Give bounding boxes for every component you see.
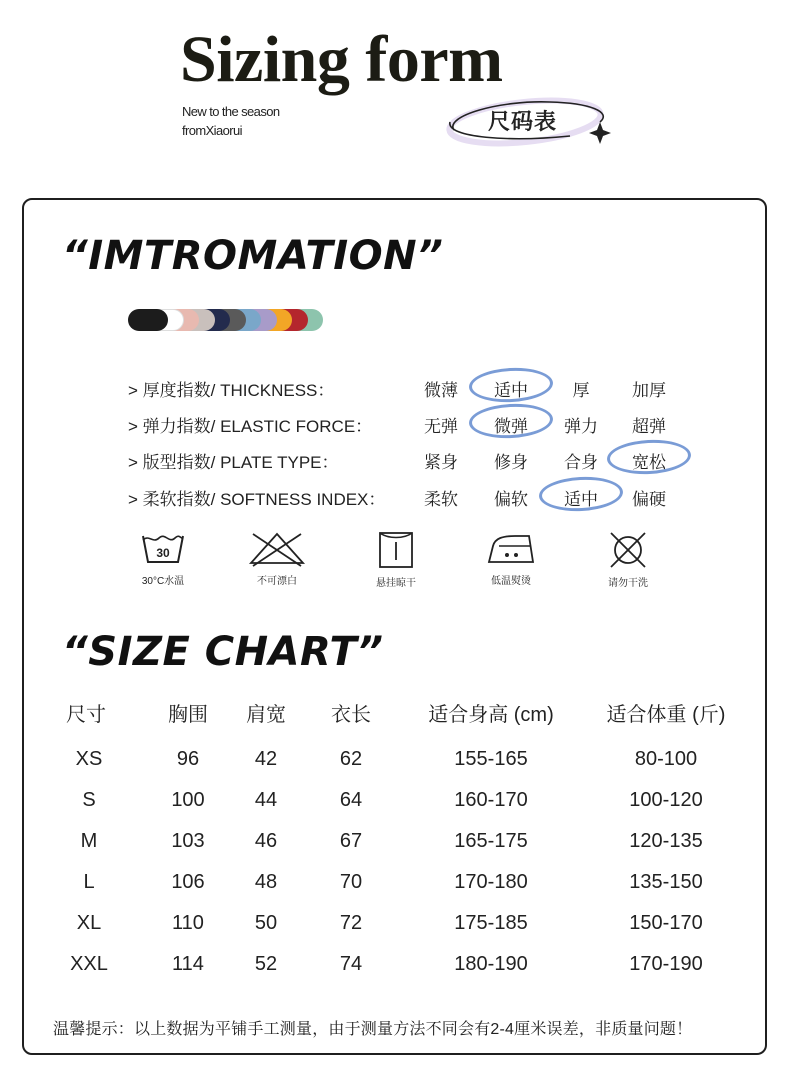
table-cell: 110	[172, 912, 204, 934]
table-header-cell: 适合体重 (斤)	[606, 704, 726, 726]
measurement-tip: 温馨提示：以上数据为平铺手工测量，由于测量方法不同会有2-4厘米误差，非质量问题！	[53, 1021, 693, 1038]
table-cell: 100-120	[629, 789, 703, 811]
size-table-badge	[440, 92, 620, 152]
no-dry-clean-icon	[607, 530, 649, 570]
table-cell: 175-185	[454, 912, 528, 934]
table-cell: 150-170	[629, 912, 703, 934]
property-option: 偏软	[494, 490, 528, 509]
table-cell: 44	[254, 789, 278, 811]
property-label: > 弹力指数/ ELASTIC FORCE：	[128, 417, 373, 436]
table-cell: XL	[76, 912, 102, 934]
low-iron-icon	[485, 530, 537, 568]
care-item-no-bleach	[232, 530, 322, 587]
table-cell: 180-190	[454, 953, 528, 975]
table-cell: 50	[254, 912, 278, 934]
property-option: 柔软	[424, 490, 458, 509]
table-cell: XXL	[70, 953, 108, 975]
table-cell: 170-190	[629, 953, 703, 975]
page-title: Sizing form	[180, 23, 503, 96]
color-swatch	[128, 309, 168, 331]
table-cell: 165-175	[454, 830, 528, 852]
property-option: 合身	[564, 453, 598, 472]
table-cell: 106	[171, 871, 205, 893]
color-swatches	[128, 309, 328, 331]
table-cell: 48	[254, 871, 278, 893]
property-option: 微薄	[424, 381, 458, 400]
table-header-cell: 尺寸	[66, 704, 106, 726]
property-option: 厚	[572, 381, 590, 400]
care-label-low-iron: 低温熨烫	[491, 576, 531, 587]
table-cell: 103	[171, 830, 205, 852]
table-cell: 96	[176, 748, 200, 770]
table-cell: 120-135	[629, 830, 703, 852]
property-option: 修身	[494, 453, 528, 472]
property-option: 紧身	[424, 453, 458, 472]
property-option: 超弹	[632, 417, 666, 436]
table-cell: 46	[254, 830, 278, 852]
property-option-selected: 适中	[564, 490, 598, 509]
table-header-cell: 衣长	[331, 704, 371, 726]
care-item-low-iron	[466, 530, 556, 587]
property-label: > 版型指数/ PLATE TYPE：	[128, 453, 339, 472]
table-cell: 72	[339, 912, 363, 934]
table-cell: 80-100	[634, 748, 698, 770]
care-item-wash	[118, 530, 208, 587]
property-option: 弹力	[564, 417, 598, 436]
property-option: 加厚	[632, 381, 666, 400]
table-cell: 170-180	[454, 871, 528, 893]
subtitle-line-1: New to the season	[182, 104, 280, 119]
property-option: 无弹	[424, 417, 458, 436]
table-cell: M	[80, 830, 98, 852]
table-cell: 52	[254, 953, 278, 975]
information-heading: “IMTROMATION”	[62, 233, 444, 279]
property-option-selected: 微弹	[494, 417, 528, 436]
care-item-hang-dry	[351, 530, 441, 589]
property-option: 偏硬	[632, 490, 666, 509]
table-cell: 135-150	[629, 871, 703, 893]
property-option-selected: 宽松	[632, 453, 666, 472]
wash-30-icon	[139, 530, 187, 568]
table-cell: L	[83, 871, 95, 893]
table-cell: 64	[339, 789, 363, 811]
property-label: > 柔软指数/ SOFTNESS INDEX：	[128, 490, 386, 509]
property-label: > 厚度指数/ THICKNESS：	[128, 381, 335, 400]
table-cell: 67	[339, 830, 363, 852]
wash-temp-text: 30	[156, 546, 170, 560]
table-cell: 62	[339, 748, 363, 770]
table-cell: 70	[339, 871, 363, 893]
table-header-cell: 适合身高 (cm)	[428, 704, 554, 726]
subtitle-line-2: fromXiaorui	[182, 123, 242, 138]
table-cell: S	[82, 789, 96, 811]
badge-label: 尺码表	[488, 110, 558, 135]
table-cell: 42	[254, 748, 278, 770]
table-cell: 155-165	[454, 748, 528, 770]
table-cell: 100	[171, 789, 205, 811]
care-item-no-dry-clean	[583, 530, 673, 589]
care-label-no-dry-clean: 请勿干洗	[608, 578, 648, 589]
table-header-cell: 肩宽	[246, 704, 286, 726]
table-header-cell: 胸围	[168, 704, 208, 726]
hang-dry-icon	[376, 530, 416, 570]
care-label-no-bleach: 不可漂白	[257, 576, 297, 587]
no-bleach-icon	[247, 530, 307, 568]
property-option-selected: 适中	[494, 381, 528, 400]
table-cell: 74	[339, 953, 363, 975]
table-cell: XS	[75, 748, 103, 770]
care-label-hang-dry: 悬挂晾干	[376, 578, 416, 589]
table-cell: 160-170	[454, 789, 528, 811]
table-cell: 114	[172, 953, 204, 975]
care-label-wash: 30°C水温	[141, 576, 185, 587]
size-chart-heading: “SIZE CHART”	[62, 629, 384, 675]
